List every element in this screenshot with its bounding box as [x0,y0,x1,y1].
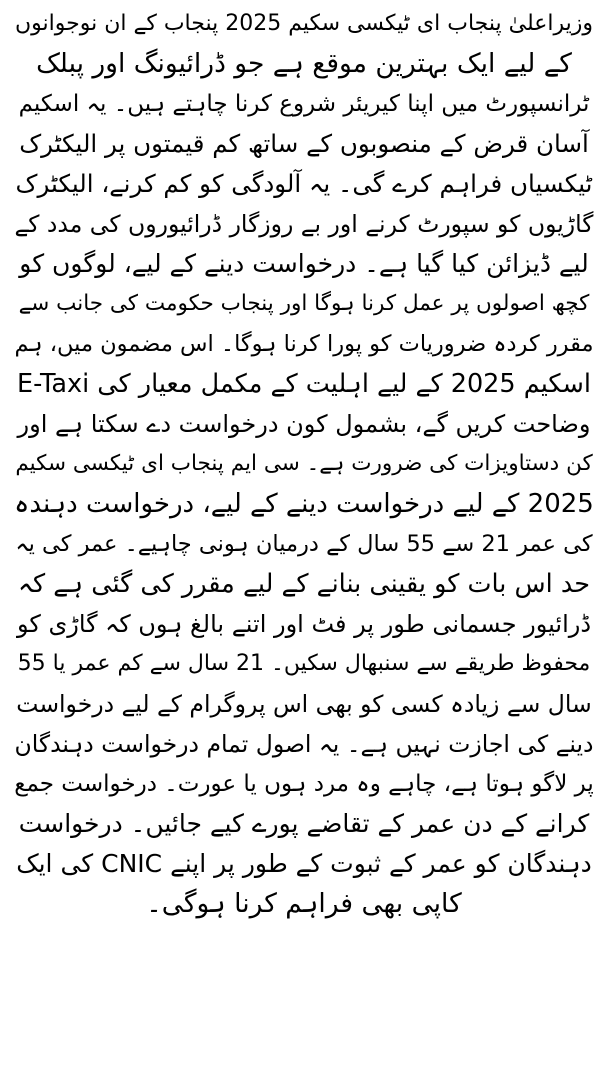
text-line-17: محفوظ طریقے سے سنبھال سکیں۔ 21 سال سے کم عمر یا 55 [17,651,591,676]
article-paragraph [14,4,594,924]
text-line-21: کرانے کے دن عمر کے تقاضے پورے کیے جائیں۔ درخواست [18,809,590,838]
text-line-16: ڈرائیور جسمانی طور پر فٹ اور اتنے بالغ ہوں کہ گاڑی کو [16,610,592,638]
text-line-7: لیے ڈیزائن کیا گیا ہے۔ درخواست دینے کے لیے، لوگوں کو [19,249,589,278]
text-line-8: کچھ اصولوں پر عمل کرنا ہوگا اور پنجاب حکومت کی جانب سے [18,291,590,316]
text-line-3: ٹرانسپورٹ میں اپنا کیریئر شروع کرنا چاہتے ہیں۔ یہ اسکیم [18,91,590,117]
text-line-23: کاپی بھی فراہم کرنا ہوگی۔ [146,888,462,919]
text-line-15: حد اس بات کو یقینی بنانے کے لیے مقرر کی گئی ہے کہ [18,569,590,599]
text-line-9: مقرر کردہ ضروریات کو پورا کرنا ہوگا۔ اس مضمون میں، ہم [14,331,594,357]
text-line-4: آسان قرض کے منصوبوں کے ساتھ کم قیمتوں پر الیکٹرک [19,129,589,158]
text-line-20: پر لاگو ہوتا ہے، چاہے وہ مرد ہوں یا عورت۔ درخواست جمع [14,771,594,797]
text-line-11: وضاحت کریں گے، بشمول کون درخواست دے سکتا ہے اور [17,410,591,438]
text-line-18: سال سے زیادہ کسی کو بھی اس پروگرام کے لیے درخواست [16,690,592,718]
text-line-2: کے لیے ایک بہترین موقع ہے جو ڈرائیونگ اور پبلک [36,48,572,79]
text-line-10: E-Taxi اسکیم 2025 کے لیے اہلیت کے مکمل معیار کی [17,369,591,399]
text-line-22: دہندگان کو عمر کے ثبوت کے طور پر اپنے CNIC کی ایک [16,849,592,878]
text-line-1: وزیراعلیٰ پنجاب ای ٹیکسی سکیم 2025 پنجاب کے ان نوجوانوں [15,11,593,36]
text-line-14: کی عمر 21 سے 55 سال کے درمیان ہونی چاہیے۔ عمر کی یہ [15,531,593,557]
text-line-6: گاڑیوں کو سپورٹ کرنے اور بے روزگار ڈرائیوروں کی مدد کے [14,210,594,238]
text-line-5: ٹیکسیاں فراہم کرے گی۔ یہ آلودگی کو کم کرنے، الیکٹرک [15,169,593,198]
text-line-19: دینے کی اجازت نہیں ہے۔ یہ اصول تمام درخواست دہندگان [14,730,594,758]
text-line-12: کن دستاویزات کی ضرورت ہے۔ سی ایم پنجاب ای ٹیکسی سکیم [15,451,593,476]
text-line-13: 2025 کے لیے درخواست دینے کے لیے، درخواست دہندہ [14,489,594,519]
